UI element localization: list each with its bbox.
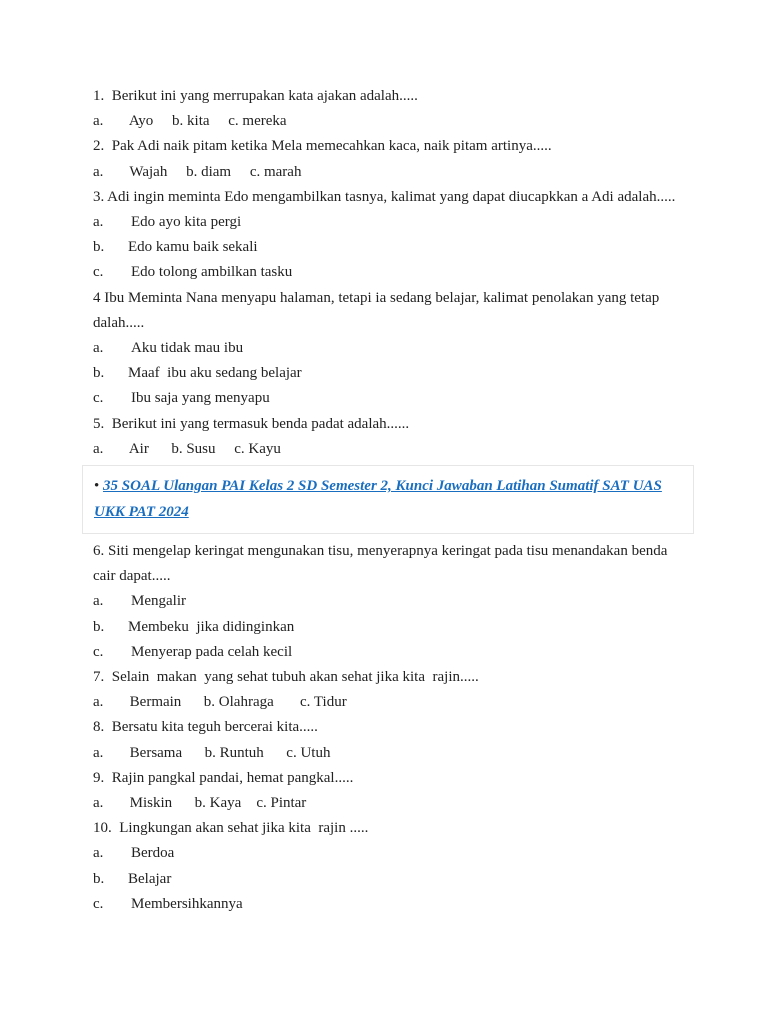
question-3: 3. Adi ingin meminta Edo mengambilkan tasnya, kalimat yang dapat diucapkkan a Adi adalah..... [93, 188, 676, 205]
option-text: Membersihkannya [131, 895, 243, 912]
question-6: 6. Siti mengelap keringat mengunakan tisu, menyerapnya keringat pada tisu menandakan benda cair dapat..... [93, 543, 668, 585]
question-5-options: a. Air b. Susu c. Kayu [93, 440, 281, 457]
question-9-options: a. Miskin b. Kaya c. Pintar [93, 795, 307, 812]
option-text: Belajar [128, 870, 172, 887]
option-letter: c. [93, 895, 104, 912]
question-4-option-a [93, 336, 683, 361]
option-letter: a. [93, 845, 104, 862]
question-4-option-b [93, 361, 683, 386]
option-text: Maaf ibu aku sedang belajar [128, 365, 302, 382]
option-text: Membeku jika didinginkan [128, 618, 295, 635]
question-list [93, 84, 683, 917]
option-text: Edo tolong ambilkan tasku [131, 264, 293, 281]
question-8: 8. Bersatu kita teguh bercerai kita..... [93, 719, 318, 736]
question-2-options: a. Wajah b. diam c. marah [93, 163, 302, 180]
question-2: 2. Pak Adi naik pitam ketika Mela memecahkan kaca, naik pitam artinya..... [93, 138, 552, 155]
question-10-option-a [93, 841, 683, 866]
option-text: Aku tidak mau ibu [131, 340, 244, 357]
related-article-link[interactable]: 35 SOAL Ulangan PAI Kelas 2 SD Semester 2, Kunci Jawaban Latihan Sumatif SAT UAS UKK PAT 2024 [94, 478, 662, 521]
question-3-option-c [93, 260, 683, 285]
question-3-option-b [93, 235, 683, 260]
option-letter: b. [93, 870, 105, 887]
option-letter: b. [93, 239, 105, 256]
question-6-option-c [93, 640, 683, 665]
question-10: 10. Lingkungan akan sehat jika kita rajin ..... [93, 820, 369, 837]
question-1-options: a. Ayo b. kita c. mereka [93, 113, 287, 130]
option-letter: b. [93, 618, 105, 635]
question-5: 5. Berikut ini yang termasuk benda padat adalah...... [93, 415, 410, 432]
option-text: Berdoa [131, 845, 175, 862]
option-letter: c. [93, 264, 104, 281]
question-8-options: a. Bersama b. Runtuh c. Utuh [93, 744, 331, 761]
option-text: Menyerap pada celah kecil [131, 643, 293, 660]
question-10-option-c [93, 892, 683, 917]
option-letter: c. [93, 390, 104, 407]
option-letter: a. [93, 593, 104, 610]
question-6-option-a [93, 589, 683, 614]
option-letter: a. [93, 340, 104, 357]
question-10-option-b [93, 867, 683, 892]
bullet: • [94, 478, 100, 495]
option-text: Mengalir [131, 593, 186, 610]
option-letter: b. [93, 365, 105, 382]
question-4-option-c [93, 386, 683, 411]
option-text: Edo kamu baik sekali [128, 239, 258, 256]
question-7: 7. Selain makan yang sehat tubuh akan sehat jika kita rajin..... [93, 669, 479, 686]
question-7-options: a. Bermain b. Olahraga c. Tidur [93, 694, 347, 711]
question-3-option-a [93, 210, 683, 235]
option-text: Ibu saja yang menyapu [131, 390, 270, 407]
option-text: Edo ayo kita pergi [131, 214, 242, 231]
question-1: 1. Berikut ini yang merrupakan kata ajakan adalah..... [93, 88, 418, 104]
question-9: 9. Rajin pangkal pandai, hemat pangkal..... [93, 769, 354, 786]
option-letter: a. [93, 214, 104, 231]
option-letter: c. [93, 643, 104, 660]
related-article-callout [82, 465, 694, 534]
question-4: 4 Ibu Meminta Nana menyapu halaman, tetapi ia sedang belajar, kalimat penolakan yang tetap dalah..... [93, 289, 660, 331]
question-6-option-b [93, 615, 683, 640]
